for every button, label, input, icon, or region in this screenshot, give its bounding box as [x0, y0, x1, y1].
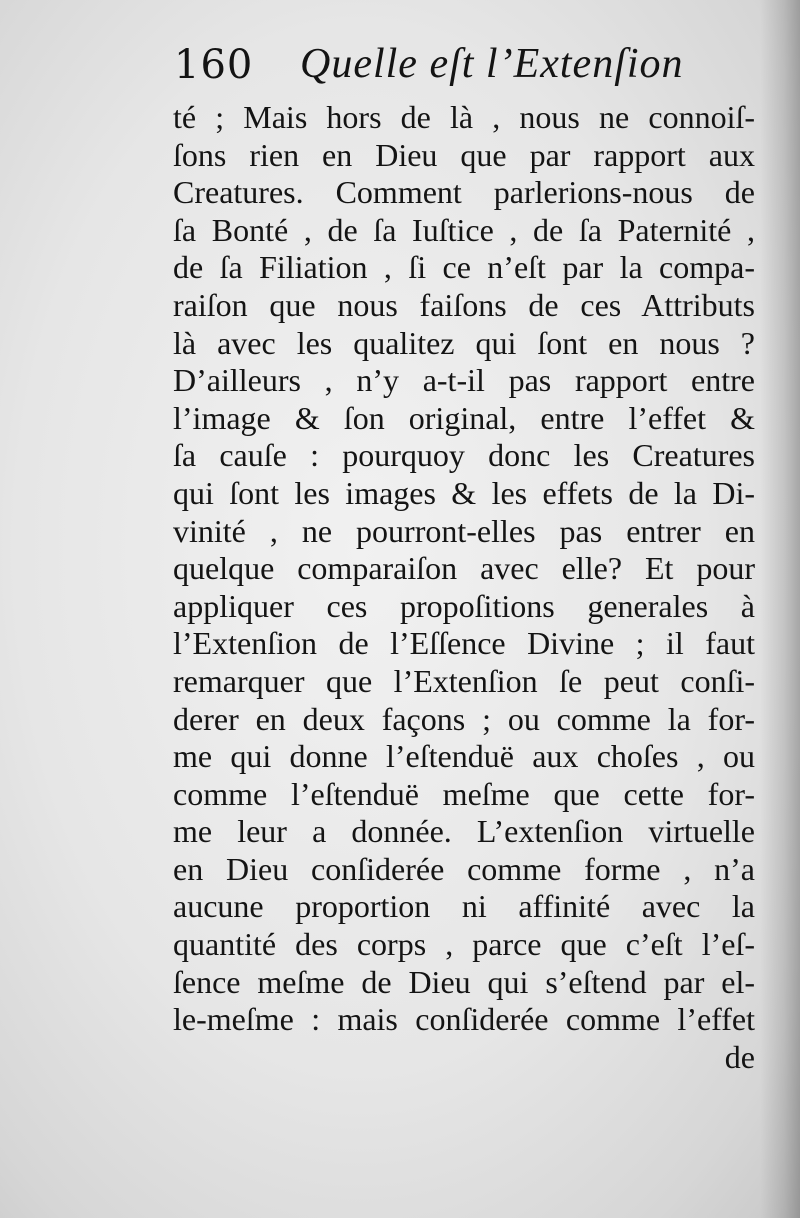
running-title: Quelle eſt l’Extenſion [300, 41, 684, 87]
text-line: quantité des corps , parce que c’eſt l’eſ- [173, 926, 755, 963]
text-line: ſons rien en Dieu que par rapport aux [173, 136, 755, 173]
text-line: té ; Mais hors de là , nous ne connoiſ- [173, 99, 755, 135]
text-line: aucune proportion ni affinité avec la [173, 888, 755, 925]
text-line: ſa cauſe : pourquoy donc les Creatures [173, 437, 755, 474]
text-line: ſence meſme de Dieu qui s’eſtend par el- [173, 963, 755, 1000]
text-line: le-meſme : mais conſiderée comme l’effet [173, 1001, 755, 1038]
body-text [173, 99, 755, 1076]
catchword: de [724, 1038, 755, 1075]
text-line: remarquer que l’Extenſion ſe peut conſi- [173, 662, 755, 699]
page-edge-shadow [760, 0, 800, 1218]
text-line: derer en deux façons ; ou comme la for- [173, 700, 755, 737]
text-line: me leur a donnée. L’extenſion virtuelle [173, 813, 755, 850]
page-header [174, 38, 734, 94]
text-line: ſa Bonté , de ſa Iuſtice , de ſa Paternité , [173, 211, 755, 248]
text-line: vinité , ne pourront-elles pas entrer en [173, 512, 755, 549]
text-line: D’ailleurs , n’y a-t-il pas rapport entre [173, 362, 755, 399]
text-line: qui ſont les images & les effets de la Di- [173, 474, 755, 511]
text-line: là avec les qualitez qui ſont en nous ? [173, 324, 755, 361]
text-line: l’Extenſion de l’Eſſence Divine ; il faut [173, 625, 755, 662]
text-line: l’image & ſon original, entre l’effet & [173, 399, 755, 436]
text-line: de ſa Filiation , ſi ce n’eſt par la compa- [173, 249, 755, 286]
page-number: 160 [174, 42, 254, 88]
text-line: comme l’eſtenduë meſme que cette for- [173, 775, 755, 812]
text-line: me qui donne l’eſtenduë aux choſes , ou [173, 738, 755, 775]
text-line: en Dieu conſiderée comme forme , n’a [173, 850, 755, 887]
text-line: Creatures. Comment parlerions-nous de [173, 174, 755, 211]
text-line: appliquer ces propoſitions generales à [173, 587, 755, 624]
text-line: raiſon que nous faiſons de ces Attributs [173, 286, 755, 323]
text-line: quelque comparaiſon avec elle? Et pour [173, 550, 755, 587]
